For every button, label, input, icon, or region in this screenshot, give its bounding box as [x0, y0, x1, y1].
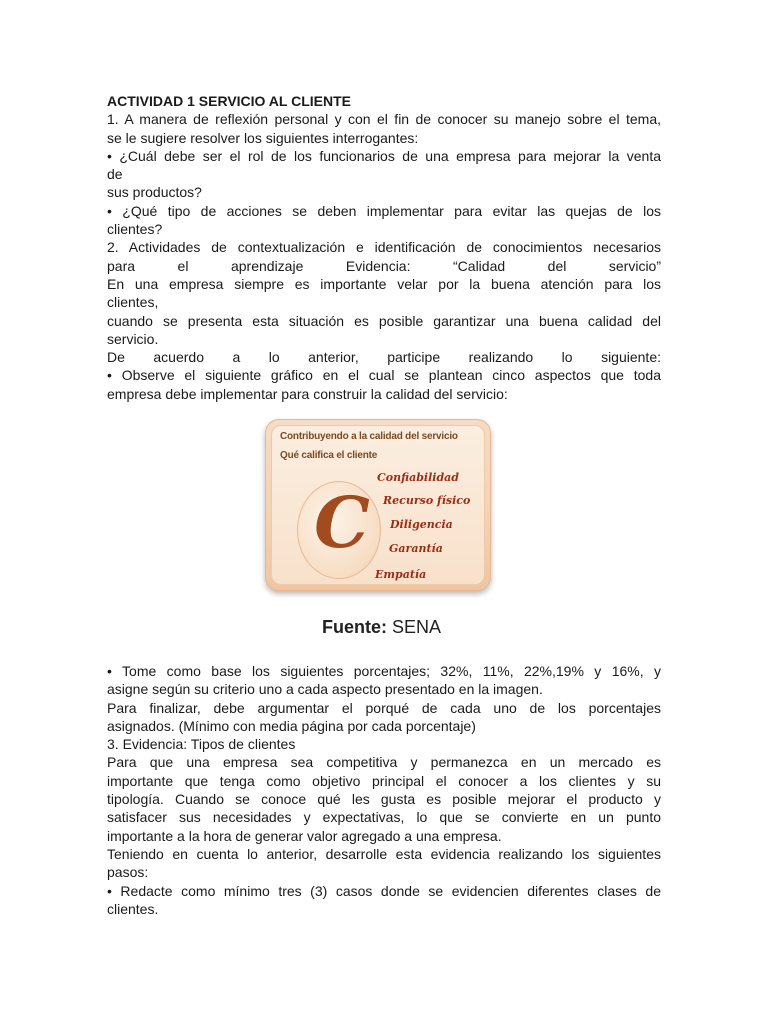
paragraph-line: cuando se presenta esta situación es posible garantizar una buena calidad del	[107, 312, 661, 329]
paragraph-line: satisfacer sus necesidades y expectativas, lo que se convierte en un punto	[107, 809, 661, 826]
paragraph-line: importante que tenga como objetivo principal el conocer a los clientes y su	[107, 772, 661, 789]
question-line: • ¿Cuál debe ser el rol de los funcionarios de una empresa para mejorar la venta	[107, 147, 661, 164]
paragraph-line: clientes.	[107, 900, 159, 917]
paragraph-line: servicio.	[107, 330, 159, 347]
paragraph-line: se le sugiere resolver los siguientes interrogantes:	[107, 129, 419, 146]
question-line: • ¿Qué tipo de acciones se deben implementar para evitar las quejas de los	[107, 202, 661, 219]
aspect-label: Confiabilidad	[377, 471, 459, 484]
caption-value: SENA	[392, 617, 442, 637]
paragraph-line: Para finalizar, debe argumentar el porqué de cada uno de los porcentajes	[107, 699, 661, 716]
figure-card	[265, 419, 491, 591]
figure-caption	[322, 617, 441, 638]
text-block-bottom	[107, 662, 661, 918]
paragraph-line: • Redacte como mínimo tres (3) casos donde se evidencien diferentes clases de	[107, 882, 661, 899]
paragraph-line: • Tome como base los siguientes porcentajes; 32%, 11%, 22%,19% y 16%, y	[107, 663, 661, 679]
paragraph-line: asignados. (Mínimo con media página por cada porcentaje)	[107, 717, 476, 734]
figure-heading: Contribuyendo a la calidad del servicio	[280, 431, 458, 442]
paragraph-line: 1. A manera de reflexión personal y con el fin de conocer su manejo sobre el tema,	[107, 111, 661, 128]
document-title: ACTIVIDAD 1 SERVICIO AL CLIENTE	[107, 93, 351, 109]
paragraph-line: Teniendo en cuenta lo anterior, desarrolle esta evidencia realizando los siguientes	[107, 845, 661, 862]
paragraph-line: En una empresa siempre es importante velar por la buena atención para los	[107, 275, 661, 292]
paragraph-line: asigne según su criterio uno a cada aspecto presentado en la imagen.	[107, 681, 543, 698]
paragraph-line: • Observe el siguiente gráfico en el cual se plantean cinco aspectos que toda	[107, 367, 661, 384]
paragraph-line: Para que una empresa sea competitiva y permanezca en un mercado es	[107, 754, 661, 771]
section-heading: 3. Evidencia: Tipos de clientes	[107, 736, 296, 753]
figure-subheading: Qué califica el cliente	[280, 450, 378, 461]
paragraph-line: De acuerdo a lo anterior, participe realizando lo siguiente:	[107, 349, 661, 366]
aspect-label: Recurso físico	[383, 494, 471, 507]
aspect-label: Diligencia	[390, 518, 453, 531]
paragraph-line: para el aprendizaje Evidencia: “Calidad del servicio”	[107, 257, 661, 274]
text-block-top	[107, 92, 661, 403]
paragraph-line: 2. Actividades de contextualización e identificación de conocimientos necesarios	[107, 239, 661, 256]
question-line: de	[107, 166, 123, 183]
question-line: sus productos?	[107, 184, 202, 201]
question-line: clientes?	[107, 221, 163, 238]
paragraph-line: clientes,	[107, 294, 159, 311]
caption-label: Fuente:	[322, 617, 387, 637]
paragraph-line: empresa debe implementar para construir la calidad del servicio:	[107, 385, 508, 402]
paragraph-line: tipología. Cuando se conoce qué les gusta es posible mejorar el producto y	[107, 791, 661, 808]
paragraph-line: pasos:	[107, 864, 149, 881]
paragraph-line: importante a la hora de generar valor agregado a una empresa.	[107, 827, 502, 844]
aspect-label: Empatía	[375, 568, 427, 581]
big-letter: C	[314, 481, 370, 564]
aspect-label: Garantía	[389, 542, 443, 555]
quality-service-figure	[265, 419, 491, 597]
